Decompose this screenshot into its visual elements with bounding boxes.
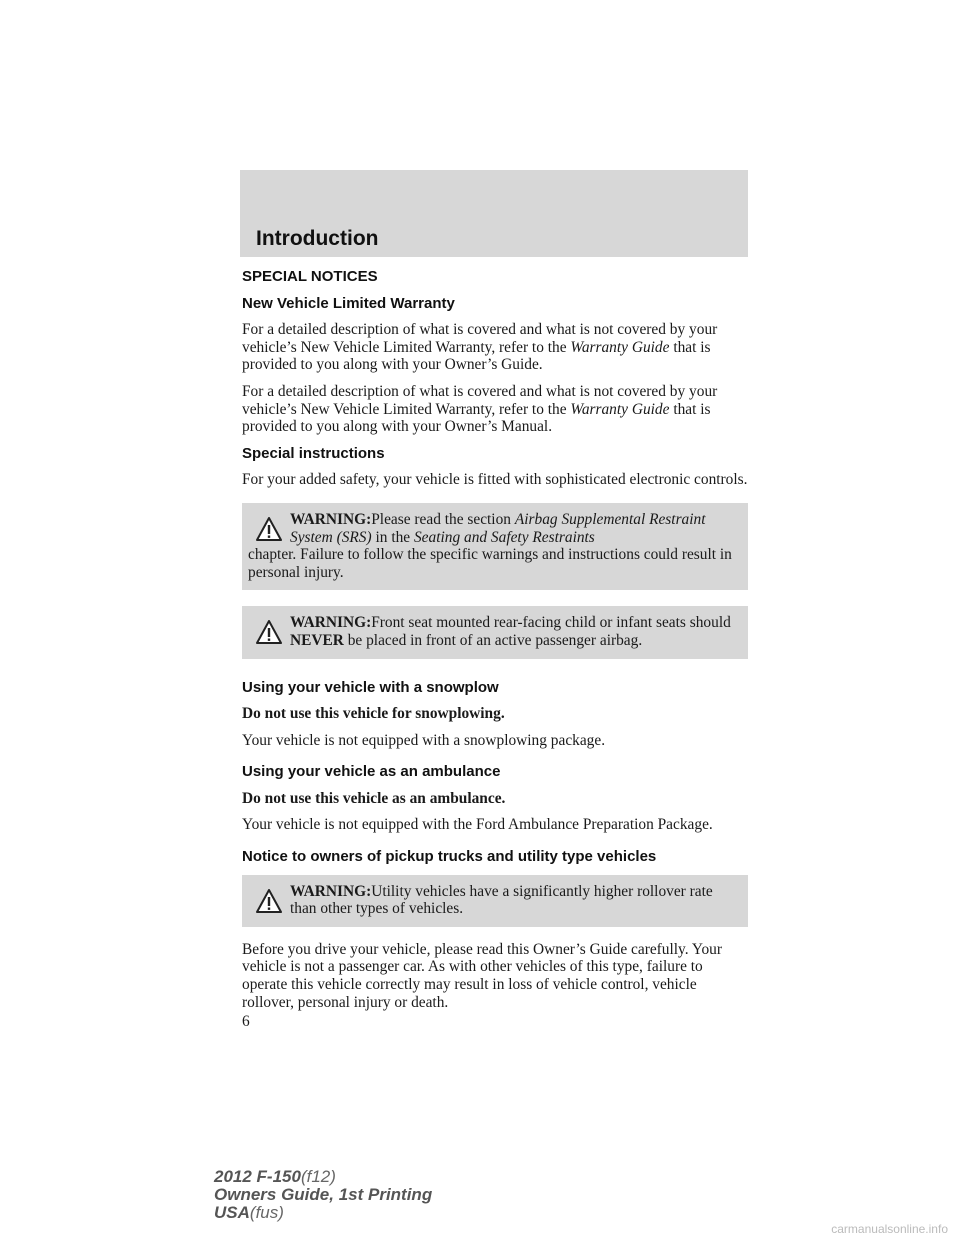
special-notices-title: SPECIAL NOTICES	[242, 268, 378, 285]
warning-airbag-text-lead: WARNING:Please read the section Airbag Supplemental Restraint System (SRS) in the Seating and Safety Restraints	[290, 510, 706, 546]
ambulance-bold-line: Do not use this vehicle as an ambulance.	[242, 789, 506, 807]
warning-box-child-seat	[242, 606, 748, 658]
warning-triangle-icon	[256, 517, 282, 541]
warranty-heading: New Vehicle Limited Warranty	[242, 294, 455, 312]
notice-heading: Notice to owners of pickup trucks and utility type vehicles	[242, 848, 657, 866]
warning-box-airbag	[242, 503, 748, 590]
warning-triangle-icon	[256, 620, 282, 644]
snowplow-heading: Using your vehicle with a snowplow	[242, 678, 499, 696]
special-instructions-heading: Special instructions	[242, 444, 385, 462]
page-content	[242, 268, 748, 1031]
footer-market-line: USA(fus)	[214, 1203, 284, 1222]
ambulance-heading: Using your vehicle as an ambulance	[242, 763, 501, 781]
page-number: 6	[242, 1013, 250, 1031]
warning-triangle-icon	[256, 889, 282, 913]
warning-box-rollover	[242, 875, 748, 927]
closing-paragraph: Before you drive your vehicle, please read this Owner’s Guide carefully. Your vehicle is not a passenger car. As with other vehicles of this type, failure to operate this vehicle correctly may result in loss of vehicle control, vehicle rollover, personal injury or death.	[242, 940, 722, 1011]
warranty-paragraph-1: For a detailed description of what is covered and what is not covered by your vehicle’s New Vehicle Limited Warranty, refer to the Warranty Guide that is provided to you along with your Owner’s Guide.	[242, 321, 718, 374]
warranty-paragraph-2: For a detailed description of what is covered and what is not covered by your vehicle’s New Vehicle Limited Warranty, refer to the Warranty Guide that is provided to you along with your Owner’s Manual.	[242, 382, 718, 436]
site-watermark: carmanualsonline.info	[831, 1222, 948, 1236]
section-header-bar	[240, 170, 748, 257]
warning-rollover-text: WARNING:Utility vehicles have a significantly higher rollover rate than other types of vehicles.	[290, 882, 713, 918]
snowplow-text: Your vehicle is not equipped with a snowplowing package.	[242, 731, 606, 749]
special-instructions-text: For your added safety, your vehicle is fitted with sophisticated electronic controls.	[242, 471, 748, 489]
warning-child-seat-text: WARNING:Front seat mounted rear-facing child or infant seats should NEVER be placed in front of an active passenger airbag.	[290, 614, 731, 649]
ambulance-text: Your vehicle is not equipped with the Ford Ambulance Preparation Package.	[242, 816, 713, 834]
warning-airbag-text-rest: chapter. Failure to follow the specific warnings and instructions could result in personal injury.	[248, 546, 732, 581]
footer-model-line: 2012 F-150(f12)	[214, 1167, 336, 1186]
snowplow-bold-line: Do not use this vehicle for snowplowing.	[242, 705, 505, 723]
print-footer	[214, 1168, 432, 1222]
section-header-title: Introduction	[256, 227, 379, 250]
footer-printing-line: Owners Guide, 1st Printing	[214, 1185, 433, 1204]
